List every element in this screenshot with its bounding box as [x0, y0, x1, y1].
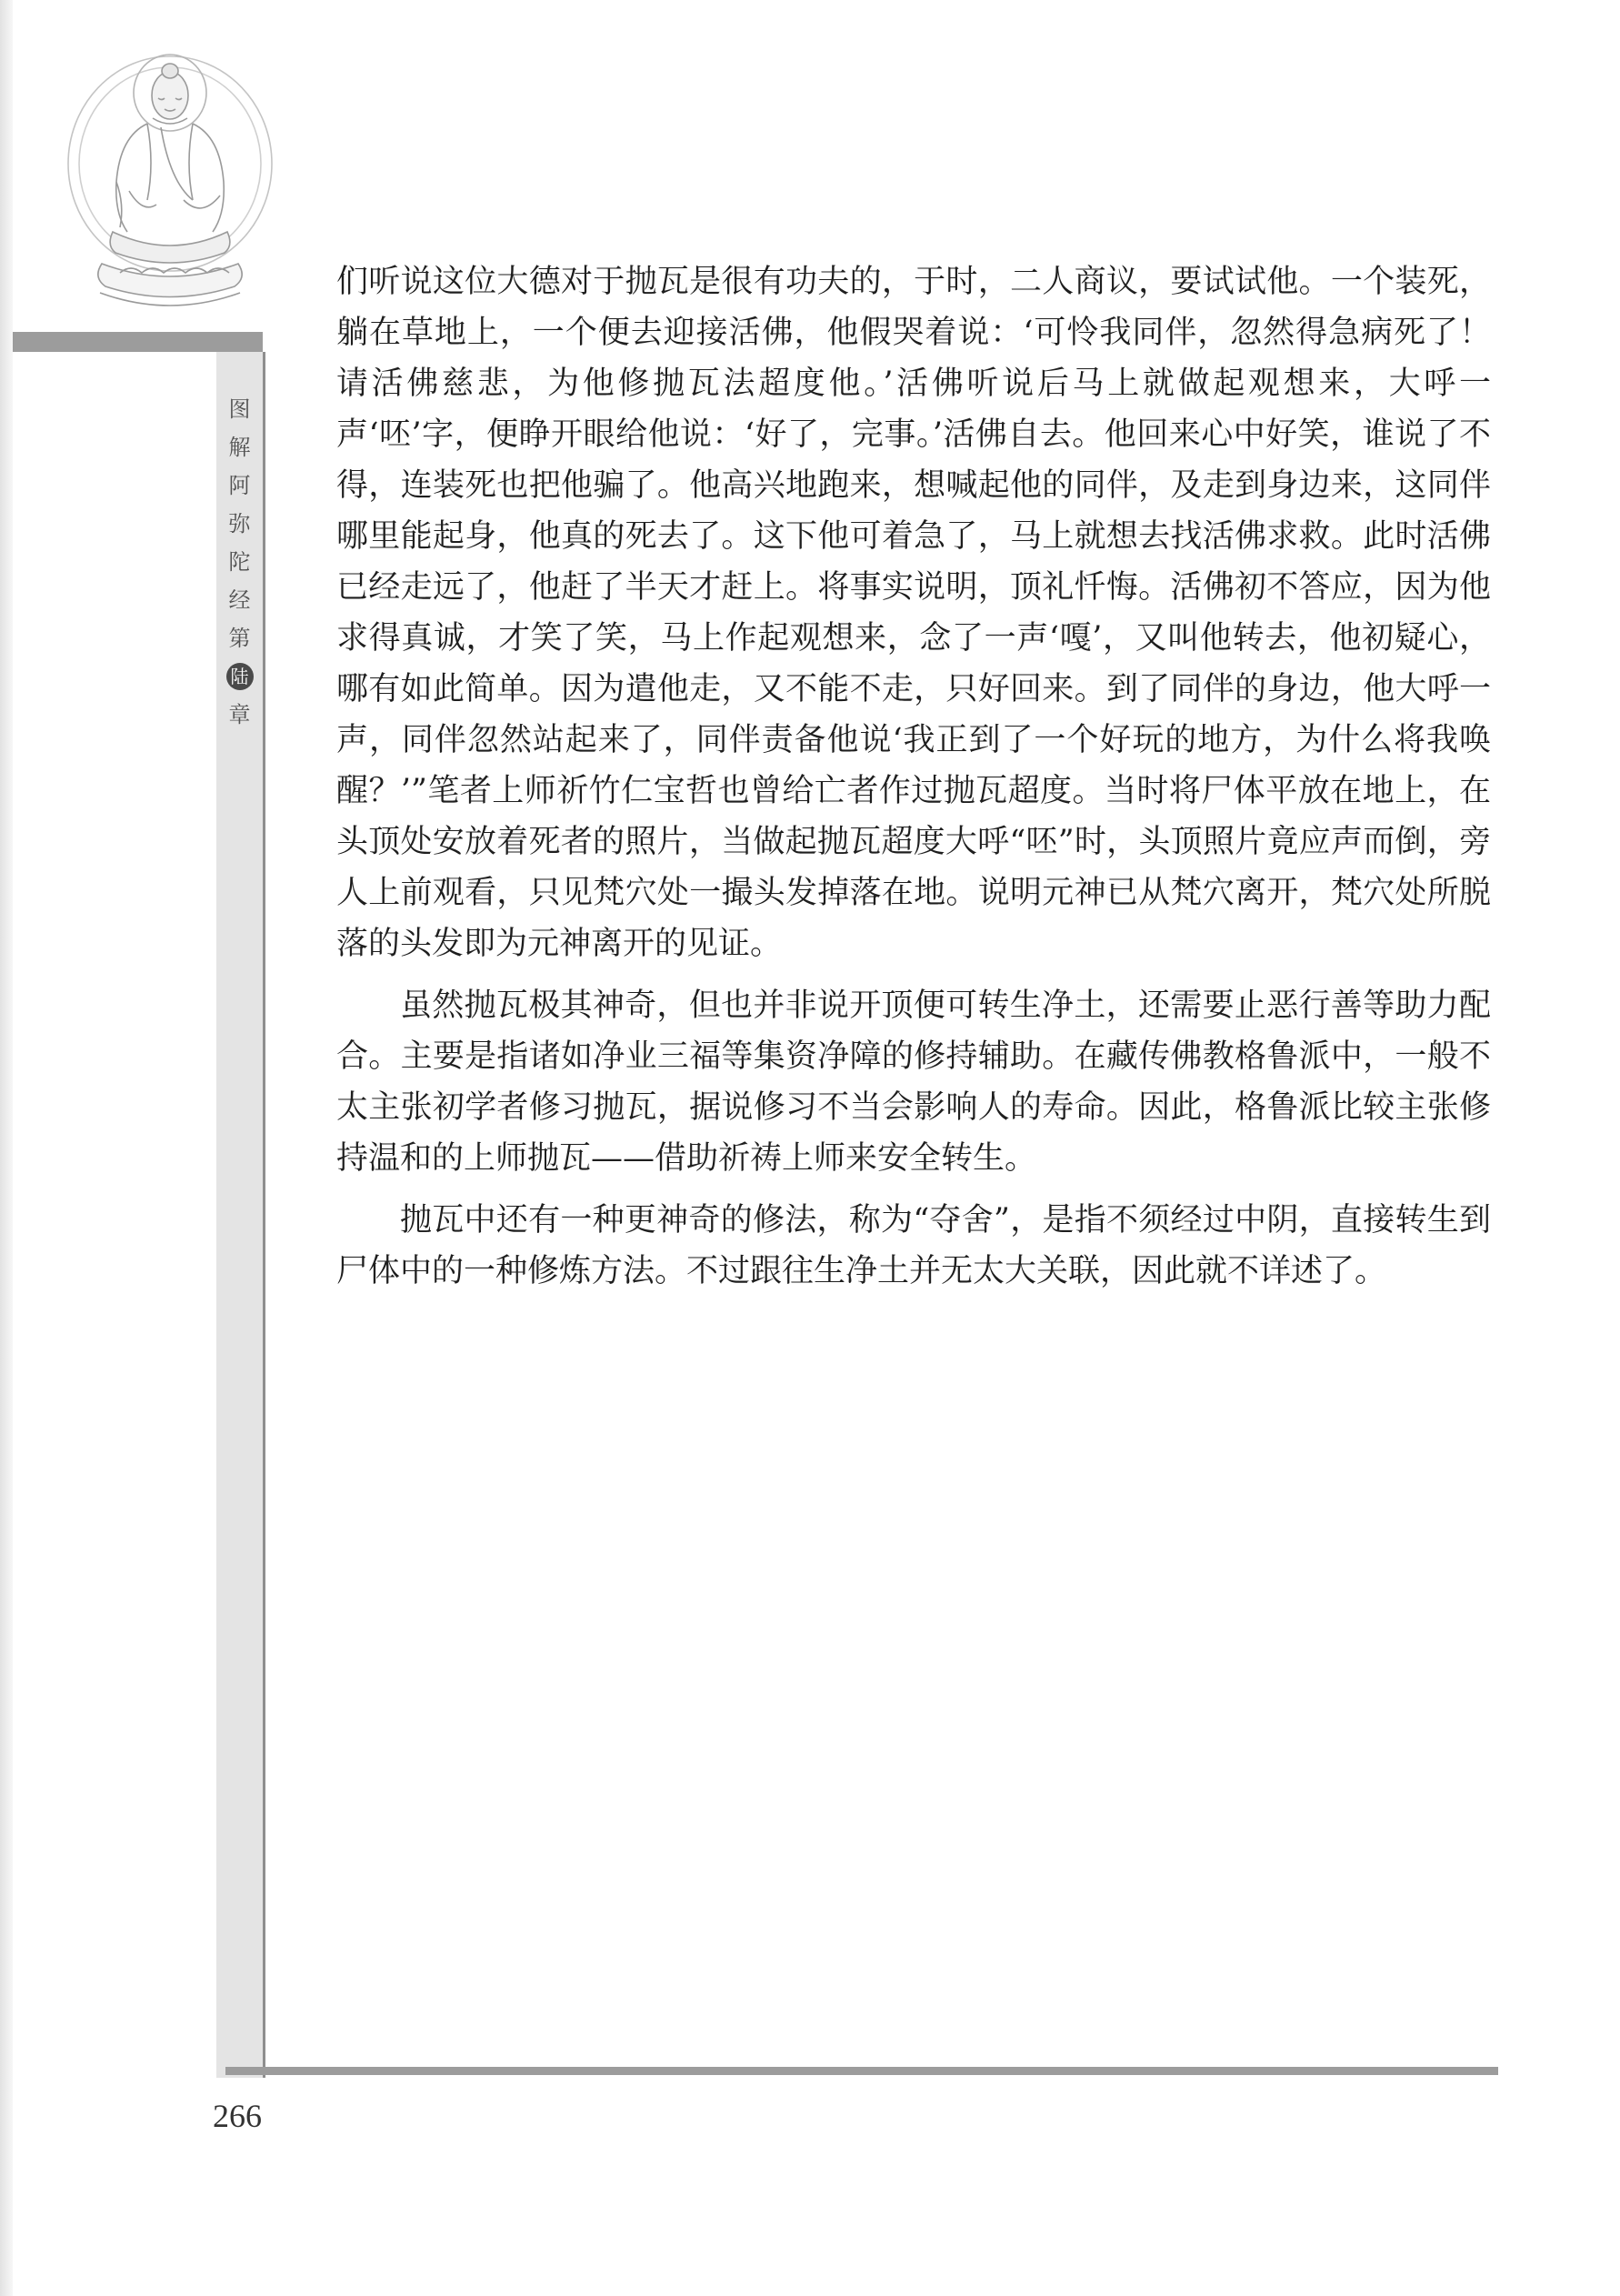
chapter-prefix: 第: [228, 626, 251, 651]
side-title-char: 弥: [228, 511, 251, 536]
page-number: 266: [213, 2098, 262, 2134]
header-rule: [13, 332, 263, 352]
paragraph: 虽然抛瓦极其神奇，但也并非说开顶便可转生净土，还需要止恶行善等助力配合。主要是指诸如净业三福等集资净障的修持辅助。在藏传佛教格鲁派中，一般不太主张初学者修习抛瓦，据说修习不当会影响人的寿命。因此，格鲁派比较主张修持温和的上师抛瓦——借助祈祷上师来安全转生。: [336, 988, 1491, 1177]
side-book-title: [216, 390, 263, 734]
footer-rule: [225, 2067, 1498, 2075]
side-title-char: 解: [228, 435, 251, 460]
side-panel: [216, 352, 265, 2078]
scan-edge: [0, 0, 13, 2296]
body-text: [336, 256, 1491, 1297]
paragraph: 们听说这位大德对于抛瓦是很有功夫的，于时，二人商议，要试试他。一个装死，躺在草地上，一个便去迎接活佛，他假哭着说：‘可怜我同伴，忽然得急病死了！请活佛慈悲，为他修抛瓦法超度他。’活佛听说后马上就做起观想来，大呼一声‘呸’字，便睁开眼给他说：‘好了，完事。’活佛自去。他回来心中好笑，谁说了不得，连装死也把他骗了。他高兴地跑来，想喊起他的同伴，及走到身边来，这同伴哪里能起身，他真的死去了。这下他可着急了，马上就想去找活佛求救。此时活佛已经走远了，他赶了半天才赶上。将事实说明，顶礼忏悔。活佛初不答应，因为他求得真诚，才笑了笑，马上作起观想来，念了一声‘嘎’，又叫他转去，他初疑心，哪有如此简单。因为遣他走，又不能不走，只好回来。到了同伴的身边，他大呼一声，同伴忽然站起来了，同伴责备他说‘我正到了一个好玩的地方，为什么将我唤醒？’”笔者上师祈竹仁宝哲也曾给亡者作过抛瓦超度。当时将尸体平放在地上，在头顶处安放着死者的照片，当做起抛瓦超度大呼“呸”时，头顶照片竟应声而倒，旁人上前观看，只见梵穴处一撮头发掉落在地。说明元神已从梵穴离开，梵穴处所脱落的头发即为元神离开的见证。: [336, 264, 1491, 962]
side-title-char: 阿: [228, 473, 251, 498]
side-title-char: 图: [228, 396, 251, 422]
side-title-char: 陀: [228, 549, 251, 575]
chapter-number-badge: 陆: [226, 663, 254, 690]
paragraph: 抛瓦中还有一种更神奇的修法，称为“夺舍”，是指不须经过中阴，直接转生到尸体中的一种修炼方法。不过跟往生净土并无太大关联，因此就不详述了。: [336, 1202, 1491, 1289]
buddha-illustration: [56, 45, 284, 318]
side-title-char: 经: [228, 587, 251, 613]
chapter-suffix: 章: [228, 702, 251, 727]
